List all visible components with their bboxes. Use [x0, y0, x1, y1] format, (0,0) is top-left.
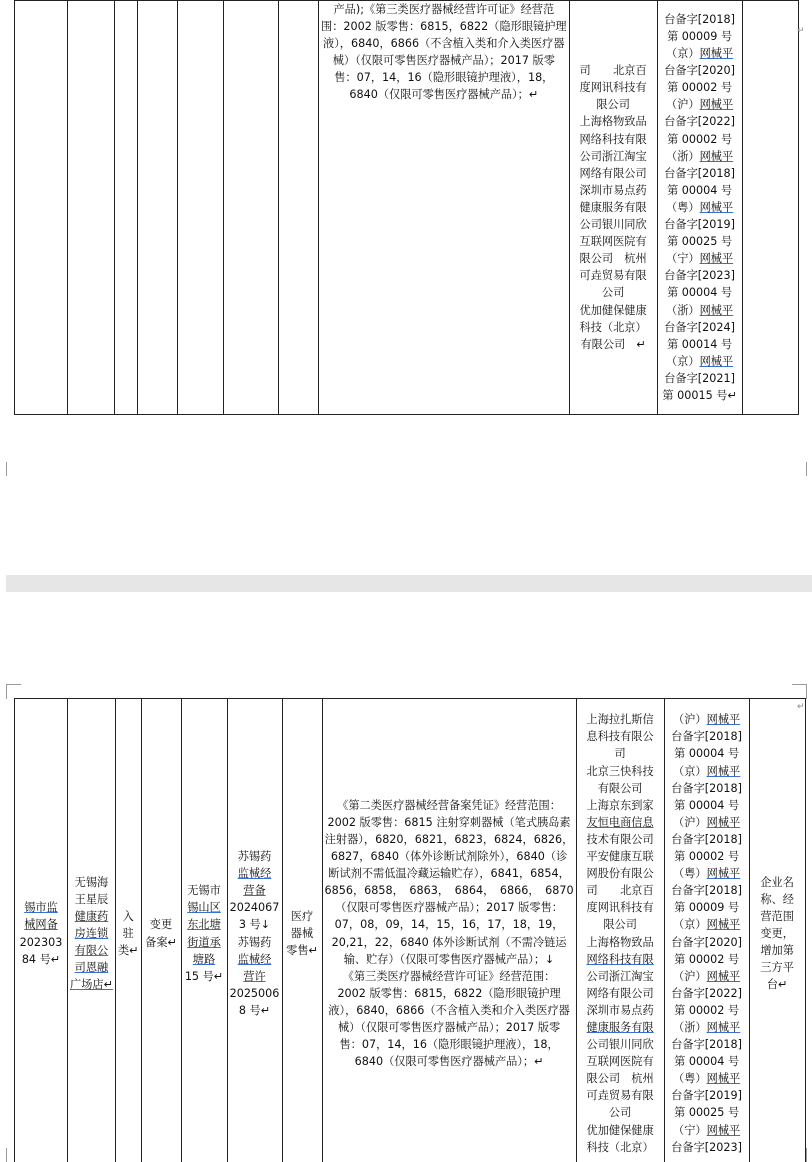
- filing-number-cell: [15, 699, 68, 1162]
- text-line: 上海格物致品: [579, 115, 647, 129]
- crop-mark: [6, 684, 21, 699]
- text-line: （仅限可零售医疗器械产品）；2017 版零售：: [335, 901, 563, 915]
- text-line: 广场店↵: [70, 978, 113, 992]
- text-line: 科技（北京）: [579, 320, 647, 334]
- table-row: [15, 1, 799, 415]
- text-line: 第 00025 号: [667, 235, 733, 249]
- text-line: （宁）网械平: [673, 1123, 741, 1137]
- text-line: 互联网医院有: [586, 1055, 654, 1069]
- address-cell: [181, 699, 227, 1162]
- text-line: 塘路: [192, 952, 216, 966]
- text-line: 售：07，14，16（隐形眼镜护理液），18，: [339, 1038, 559, 1052]
- company-name-cell: [68, 699, 116, 1162]
- text-line: 可垚贸易有限: [586, 1089, 654, 1103]
- text-line: 称、经: [760, 892, 794, 906]
- text-line: （粤）网械平: [666, 200, 734, 214]
- text-line: 第 00002 号: [674, 850, 740, 864]
- text-line: 有限公: [74, 944, 109, 958]
- text-line: 台备字[2021]: [664, 371, 735, 385]
- text-line: 互联网医院有: [579, 235, 647, 249]
- license-cell: [227, 699, 282, 1162]
- text-line: 类↵: [117, 944, 139, 958]
- change-type-cell: [141, 699, 181, 1162]
- page-separator: [6, 575, 812, 592]
- text-line: 限公司: [596, 98, 630, 112]
- address-cell: [178, 1, 224, 415]
- text-line: 度网讯科技有: [579, 81, 647, 95]
- text-line: 3 号↓: [238, 918, 271, 932]
- platform-list: [572, 62, 655, 353]
- platform-record-list: [667, 711, 747, 1155]
- text-line: 第 00004 号: [667, 286, 733, 300]
- text-line: 公司银川同欣: [579, 218, 647, 232]
- text-line: 注射器），6820，6821，6823，6824，6826，: [324, 832, 574, 846]
- text-line: 台备字[2020]: [664, 64, 735, 78]
- table-row: [15, 699, 806, 1162]
- paragraph-mark: ↵: [797, 702, 805, 712]
- text-line: （沪）网械平: [673, 969, 741, 983]
- license-number: [230, 848, 280, 1019]
- text-line: 6827，6840（体外诊断试剂除外），6840（诊: [330, 850, 568, 864]
- text-line: 健康服务有限: [586, 1020, 654, 1034]
- text-line: 司 北京百: [579, 64, 647, 78]
- text-line: 苏锡药: [237, 850, 272, 864]
- text-line: 有限公司 ↵: [580, 337, 646, 351]
- text-line: 8 号↵: [238, 1003, 271, 1017]
- text-line: 台备字[2018]: [671, 1038, 742, 1052]
- text-line: 械）（仅限可零售医疗器械产品）；2017 版零: [337, 1020, 561, 1034]
- text-line: 备案↵: [145, 935, 177, 949]
- text-line: 台备字[2024]: [664, 320, 735, 334]
- category-cell: [115, 699, 141, 1162]
- text-line: 限公司: [603, 918, 637, 932]
- text-line: 营范围: [760, 909, 794, 923]
- text-line: 深圳市易点药: [579, 183, 647, 197]
- crop-mark: [6, 1148, 21, 1162]
- text-line: 第 00004 号: [674, 1055, 740, 1069]
- text-line: 东北塘: [187, 918, 221, 932]
- text-line: 限公司 杭州: [579, 252, 647, 266]
- text-line: 监械经: [237, 867, 272, 881]
- text-line: 202303: [19, 935, 63, 949]
- text-line: （京）网械平: [666, 47, 734, 61]
- text-line: 入: [122, 909, 134, 923]
- text-line: 苏锡药: [237, 935, 272, 949]
- text-line: 断试剂不需低温冷藏运输贮存），6841，6854，: [328, 867, 570, 881]
- change-type-cell: [138, 1, 178, 415]
- text-line: 液），6840，6866（不含植入类和介入类医疗器: [323, 37, 565, 51]
- text-line: 网络有限公司: [579, 166, 647, 180]
- text-line: 台备字[2022]: [664, 115, 735, 129]
- text-line: （浙）网械平: [673, 1020, 741, 1034]
- text-line: 2002 版零售：6815 注射穿刺器械（笔式胰岛素: [327, 815, 571, 829]
- text-line: 司恩融: [74, 961, 109, 975]
- text-line: 公司银川同欣: [586, 1038, 654, 1052]
- text-line: 变更: [149, 918, 173, 932]
- text-line: 增加第: [760, 944, 794, 958]
- text-line: 公司浙江淘宝: [579, 149, 647, 163]
- text-line: 6840（仅限可零售医疗器械产品）；↵: [349, 88, 539, 102]
- company-name: [70, 874, 113, 994]
- document-page-1: [0, 0, 812, 476]
- text-line: 上海京东到家: [586, 798, 654, 812]
- business-type: [285, 908, 320, 959]
- paragraph-mark: ↵: [797, 26, 805, 36]
- text-line: 台备字[2020]: [671, 935, 742, 949]
- crop-mark: [792, 684, 807, 699]
- text-line: 三方平: [760, 961, 794, 975]
- text-line: （沪）网械平: [666, 98, 734, 112]
- business-scope-text: [321, 1, 567, 104]
- text-line: 15 号↵: [184, 969, 224, 983]
- text-line: 液），6840，6866（不含植入类和介入类医疗器: [328, 1003, 570, 1017]
- company-name-cell: [68, 1, 115, 415]
- text-line: 监械经: [237, 952, 272, 966]
- text-line: 网络有限公司: [586, 986, 654, 1000]
- text-line: 第 00002 号: [674, 952, 740, 966]
- filing-number-cell: [15, 1, 68, 415]
- platform-record-list: [660, 11, 740, 404]
- text-line: 械网备: [24, 918, 58, 932]
- text-line: 上海拉扎斯信: [586, 713, 654, 727]
- text-line: （京）网械平: [666, 354, 734, 368]
- text-line: （沪）网械平: [673, 815, 741, 829]
- text-line: 公司浙江淘宝: [586, 969, 654, 983]
- text-line: 息科技有限公: [586, 730, 654, 744]
- text-line: 台备字[2018]: [664, 166, 735, 180]
- text-line: 技术有限公司: [586, 832, 654, 846]
- text-line: 20,21，22，6840 体外诊断试剂（不需冷链运: [331, 935, 567, 949]
- text-line: 输、贮存）（仅限可零售医疗器械产品）；↓: [343, 952, 555, 966]
- text-line: 84 号↵: [21, 952, 61, 966]
- text-line: 台↵: [766, 978, 788, 992]
- business-scope-text: [325, 797, 574, 1071]
- text-line: 台备字[2018]: [664, 12, 735, 26]
- text-line: 上海格物致品: [586, 935, 654, 949]
- text-line: 零售↵: [286, 944, 318, 958]
- text-line: 台备字[2018]: [671, 730, 742, 744]
- business-scope-cell: [322, 699, 576, 1162]
- filing-number: [17, 899, 65, 967]
- platform-cell: [569, 1, 657, 415]
- text-line: 友恒电商信息: [586, 815, 654, 829]
- text-line: 产品);《第三类医疗器械经营许可证》经营范: [333, 3, 555, 16]
- text-line: 企业名: [760, 875, 794, 889]
- text-line: 2002 版零售：6815，6822（隐形眼镜护理: [337, 986, 561, 1000]
- text-line: （宁）网械平: [666, 252, 734, 266]
- text-line: 医疗: [290, 909, 314, 923]
- text-line: 台备字[2019]: [664, 218, 735, 232]
- filing-table: [14, 698, 806, 1162]
- business-scope-cell: [319, 1, 570, 415]
- text-line: 北京三快科技: [586, 764, 654, 778]
- text-line: 公司: [601, 286, 625, 300]
- text-line: 台备字[2022]: [671, 986, 742, 1000]
- text-line: 2025006: [229, 986, 280, 1000]
- text-line: 围：2002 版零售：6815，6822（隐形眼镜护理: [321, 20, 567, 34]
- remark-cell: [749, 699, 805, 1162]
- text-line: 锡市监: [24, 901, 58, 915]
- text-line: 台备字[2023]: [671, 1140, 742, 1154]
- text-line: 王星辰: [74, 892, 109, 906]
- platform-record-cell: [657, 1, 742, 415]
- text-line: 第 00014 号: [667, 337, 733, 351]
- text-line: 《第二类医疗器械经营备案凭证》经营范围：: [337, 798, 561, 812]
- text-line: 第 00009 号: [667, 30, 733, 44]
- text-line: 无锡市: [187, 884, 221, 898]
- text-line: 营备: [243, 884, 266, 898]
- business-type-cell: [279, 1, 319, 415]
- license-cell: [224, 1, 279, 415]
- crop-mark: [792, 1148, 807, 1162]
- text-line: （浙）网械平: [666, 149, 734, 163]
- change-type: [144, 916, 179, 950]
- text-line: 网络科技有限: [586, 952, 654, 966]
- text-line: 变更，: [760, 926, 794, 940]
- crop-mark: [6, 462, 21, 476]
- text-line: （粤）网械平: [673, 867, 741, 881]
- text-line: 度网讯科技有: [586, 901, 654, 915]
- document-page-2: [0, 592, 812, 1162]
- text-line: 平安健康互联: [586, 850, 654, 864]
- text-line: 街道承: [187, 935, 221, 949]
- text-line: 2024067: [229, 901, 280, 915]
- text-line: 限公司 杭州: [586, 1072, 654, 1086]
- text-line: 07，08，09，14，15，16，17，18，19，: [334, 918, 564, 932]
- text-line: 第 00004 号: [674, 747, 740, 761]
- text-line: 台备字[2018]: [671, 781, 742, 795]
- text-line: 售：07，14，16（隐形眼镜护理液），18，: [334, 71, 554, 85]
- text-line: 第 00002 号: [674, 1003, 740, 1017]
- text-line: 可垚贸易有限: [579, 269, 647, 283]
- text-line: 锡山区: [187, 901, 221, 915]
- text-line: 6856，6858， 6863， 6864， 6866， 6870: [324, 884, 574, 898]
- text-line: 网股份有限公: [586, 867, 654, 881]
- text-line: 第 00002 号: [667, 132, 733, 146]
- text-line: 科技（北京）: [586, 1140, 654, 1154]
- text-line: 驻: [122, 926, 134, 940]
- filing-table-continued: [14, 0, 799, 415]
- business-type-cell: [282, 699, 322, 1162]
- crop-mark: [792, 462, 807, 476]
- text-line: 台备字[2018]: [671, 832, 742, 846]
- text-line: 《第三类医疗器械经营许可证》经营范围：: [342, 969, 556, 983]
- platform-cell: [576, 699, 664, 1162]
- text-line: （粤）网械平: [673, 1072, 741, 1086]
- text-line: 台备字[2023]: [664, 269, 735, 283]
- text-line: （京）网械平: [673, 764, 741, 778]
- text-line: 第 00015 号↵: [662, 388, 737, 402]
- text-line: 优加健保健康: [579, 303, 647, 317]
- text-line: 深圳市易点药: [586, 1003, 654, 1017]
- category-cell: [115, 1, 138, 415]
- text-line: 健康药: [74, 909, 109, 923]
- remark: [752, 874, 803, 994]
- text-line: 械）（仅限可零售医疗器械产品）；2017 版零: [332, 54, 555, 68]
- text-line: 第 00002 号: [667, 81, 733, 95]
- text-line: 6840（仅限可零售医疗器械产品）；↵: [354, 1055, 544, 1069]
- platform-list: [579, 711, 662, 1155]
- text-line: 无锡海: [74, 875, 109, 889]
- text-line: 网络科技有限: [579, 132, 647, 146]
- text-line: 公司: [608, 1106, 632, 1120]
- text-line: 台备字[2019]: [671, 1089, 742, 1103]
- text-line: （浙）网械平: [666, 303, 734, 317]
- text-line: 器械: [290, 926, 314, 940]
- text-line: （沪）网械平: [673, 713, 741, 727]
- text-line: 房连锁: [74, 926, 109, 940]
- remark-cell: [742, 1, 798, 415]
- text-line: 健康服务有限: [579, 200, 647, 214]
- address: [184, 882, 225, 985]
- text-line: 优加健保健康: [586, 1123, 654, 1137]
- text-line: 台备字[2018]: [671, 884, 742, 898]
- text-line: 第 00004 号: [674, 798, 740, 812]
- text-line: 有限公司: [597, 781, 643, 795]
- text-line: 司: [614, 747, 626, 761]
- text-line: 营许: [243, 969, 266, 983]
- text-line: （京）网械平: [673, 918, 741, 932]
- text-line: 第 00025 号: [674, 1106, 740, 1120]
- text-line: 司 北京百: [586, 884, 654, 898]
- category: [118, 908, 139, 959]
- platform-record-cell: [664, 699, 749, 1162]
- text-line: 第 00004 号: [667, 183, 733, 197]
- text-line: 第 00009 号: [674, 901, 740, 915]
